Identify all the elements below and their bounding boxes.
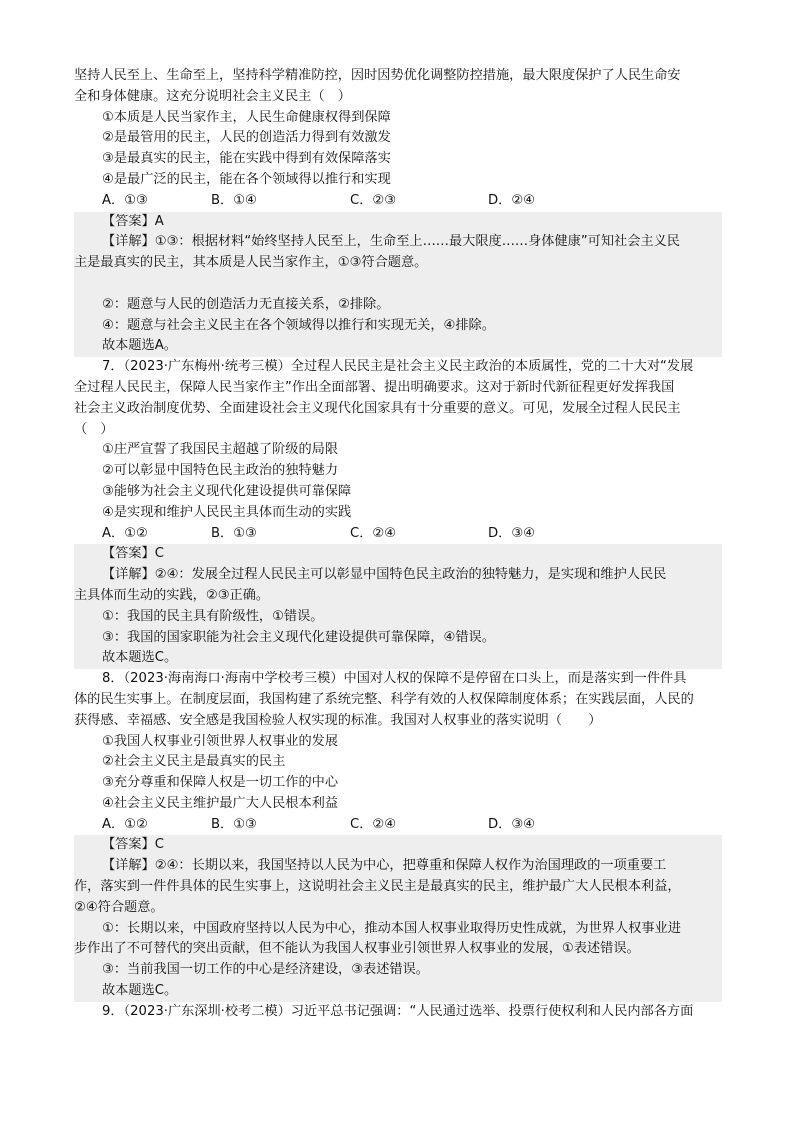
statement-item: ②可以彰显中国特色民主政治的独特魅力: [102, 463, 339, 479]
document-body: [74, 66, 722, 1023]
statement-item: ②社会主义民主是最真实的民主: [102, 754, 286, 770]
option-b: B．①③: [211, 525, 257, 541]
question-stem-line: 9．（2023·广东深圳·校考二模）习近平总书记强调：“人民通过选举、投票行使权利和人民内部各方面: [102, 1003, 694, 1019]
option-c: C．②③: [350, 192, 397, 208]
question-stem-line: 全过程人民民主，保障人民当家作主”作出全面部署、提出明确要求。这对于新时代新征程更好发挥我国: [74, 379, 675, 395]
question-8: [74, 669, 722, 1002]
option-a: A．①②: [102, 816, 148, 832]
statement-item: ①庄严宣誓了我国民主超越了阶级的局限: [102, 442, 339, 458]
statement-item: ①我国人权事业引领世界人权事业的发展: [102, 733, 339, 749]
explanation-note: ②：题意与人民的创造活力无直接关系，②排除。: [102, 296, 390, 312]
explanation-note: ④：题意与社会主义民主在各个领域得以推行和实现无关，④排除。: [102, 317, 495, 333]
blank-line: [74, 274, 722, 295]
question-7: [74, 357, 722, 669]
statement-item: ③是最真实的民主，能在实践中得到有效保障落实: [102, 151, 391, 167]
explanation-line: 主具体而生动的实践，②③正确。: [74, 587, 270, 603]
question-stem-line: 7．（2023·广东梅州·统考三模）全过程人民民主是社会主义民主政治的本质属性，党的二十大对“发展: [102, 359, 694, 375]
answer-block: [74, 544, 722, 669]
question-stem-line: 全和身体健康。这充分说明社会主义民主（ ）: [74, 88, 351, 104]
explanation-line: 【详解】①③：根据材料“始终坚持人民至上，生命至上……最大限度……身体健康”可知社会主义民: [102, 234, 680, 250]
question-stem-line: 体的民生实事上。在制度层面，我国构建了系统完整、科学有效的人权保障制度体系；在实践层面，人民的: [74, 691, 694, 707]
question-stem-line: 获得感、幸福感、安全感是我国检验人权实现的标准。我国对人权事业的落实说明（ ）: [74, 712, 602, 728]
explanation-note: ③：当前我国一切工作的中心是经济建设，③表述错误。: [102, 962, 429, 978]
option-c: C．②④: [350, 525, 397, 541]
explanation-line: 主是最真实的民主，其本质是人民当家作主，①③符合题意。: [74, 255, 428, 271]
statement-item: ④社会主义民主维护最广大人民根本利益: [102, 795, 339, 811]
question-stem-line: 8．（2023·海南海口·海南中学校考三模）中国对人权的保障不是停留在口头上，而是落实到一件件具: [102, 671, 687, 687]
conclusion: 故本题选C。: [102, 983, 178, 999]
question-stem-line: 社会主义政治制度优势、全面建设社会主义现代化国家具有十分重要的意义。可见，发展全过程人民民主: [74, 400, 681, 416]
statement-item: ④是实现和维护人民民主具体而生动的实践: [102, 504, 352, 520]
explanation-line: 作，落实到一件件具体的民生实事上，这说明社会主义民主是最真实的民主，维护最广大人民根本利益，: [74, 879, 681, 895]
explanation-line: 【详解】②④：发展全过程人民民主可以彰显中国特色民主政治的独特魅力，是实现和维护人民民: [102, 567, 667, 583]
statement-item: ④是最广泛的民主，能在各个领域得以推行和实现: [102, 171, 391, 187]
option-b: B．①③: [211, 816, 257, 832]
explanation-note: ①：长期以来，中国政府坚持以人民为中心，推动本国人权事业取得历史性成就，为世界人权事业进: [102, 920, 681, 936]
conclusion: 故本题选C。: [102, 650, 178, 666]
answer-options: [74, 191, 722, 212]
explanation-note: ③：我国的国家职能为社会主义现代化建设提供可靠保障，④错误。: [102, 629, 495, 645]
explanation-line: 【详解】②④：长期以来，我国坚持以人民为中心，把尊重和保障人权作为治国理政的一项重要工: [102, 858, 667, 874]
answer-block: [74, 212, 722, 358]
answer-block: [74, 835, 722, 1001]
statement-item: ①本质是人民当家作主，人民生命健康权得到保障: [102, 109, 391, 125]
explanation-line: ②④符合题意。: [74, 899, 164, 915]
answer-label: 【答案】C: [102, 546, 164, 562]
answer-options: [74, 815, 722, 836]
option-a: A．①②: [102, 525, 148, 541]
statement-item: ②是最管用的民主，人民的创造活力得到有效激发: [102, 130, 391, 146]
explanation-note: ①：我国的民主具有阶级性，①错误。: [102, 608, 324, 624]
option-d: D．③④: [488, 816, 535, 832]
statement-item: ③充分尊重和保障人权是一切工作的中心: [102, 775, 339, 791]
option-b: B．①④: [211, 192, 257, 208]
answer-label: 【答案】C: [102, 837, 164, 853]
option-c: C．②④: [350, 816, 397, 832]
question-6: [74, 66, 722, 357]
option-a: A．①③: [102, 192, 148, 208]
explanation-note: 步作出了不可替代的突出贡献，但不能认为我国人权事业引领世界人权事业的发展，①表述错误。: [74, 941, 640, 957]
question-stem-line: 坚持人民至上、生命至上，坚持科学精准防控，因时因势优化调整防控措施，最大限度保护了人民生命安: [74, 68, 681, 83]
answer-options: [74, 524, 722, 545]
conclusion: 故本题选A。: [102, 338, 177, 354]
statement-item: ③能够为社会主义现代化建设提供可靠保障: [102, 483, 352, 499]
question-9: [74, 1002, 722, 1023]
answer-label: 【答案】A: [102, 213, 164, 229]
option-d: D．③④: [488, 525, 535, 541]
question-stem-line: （ ）: [74, 421, 114, 437]
option-d: D．②④: [488, 192, 535, 208]
